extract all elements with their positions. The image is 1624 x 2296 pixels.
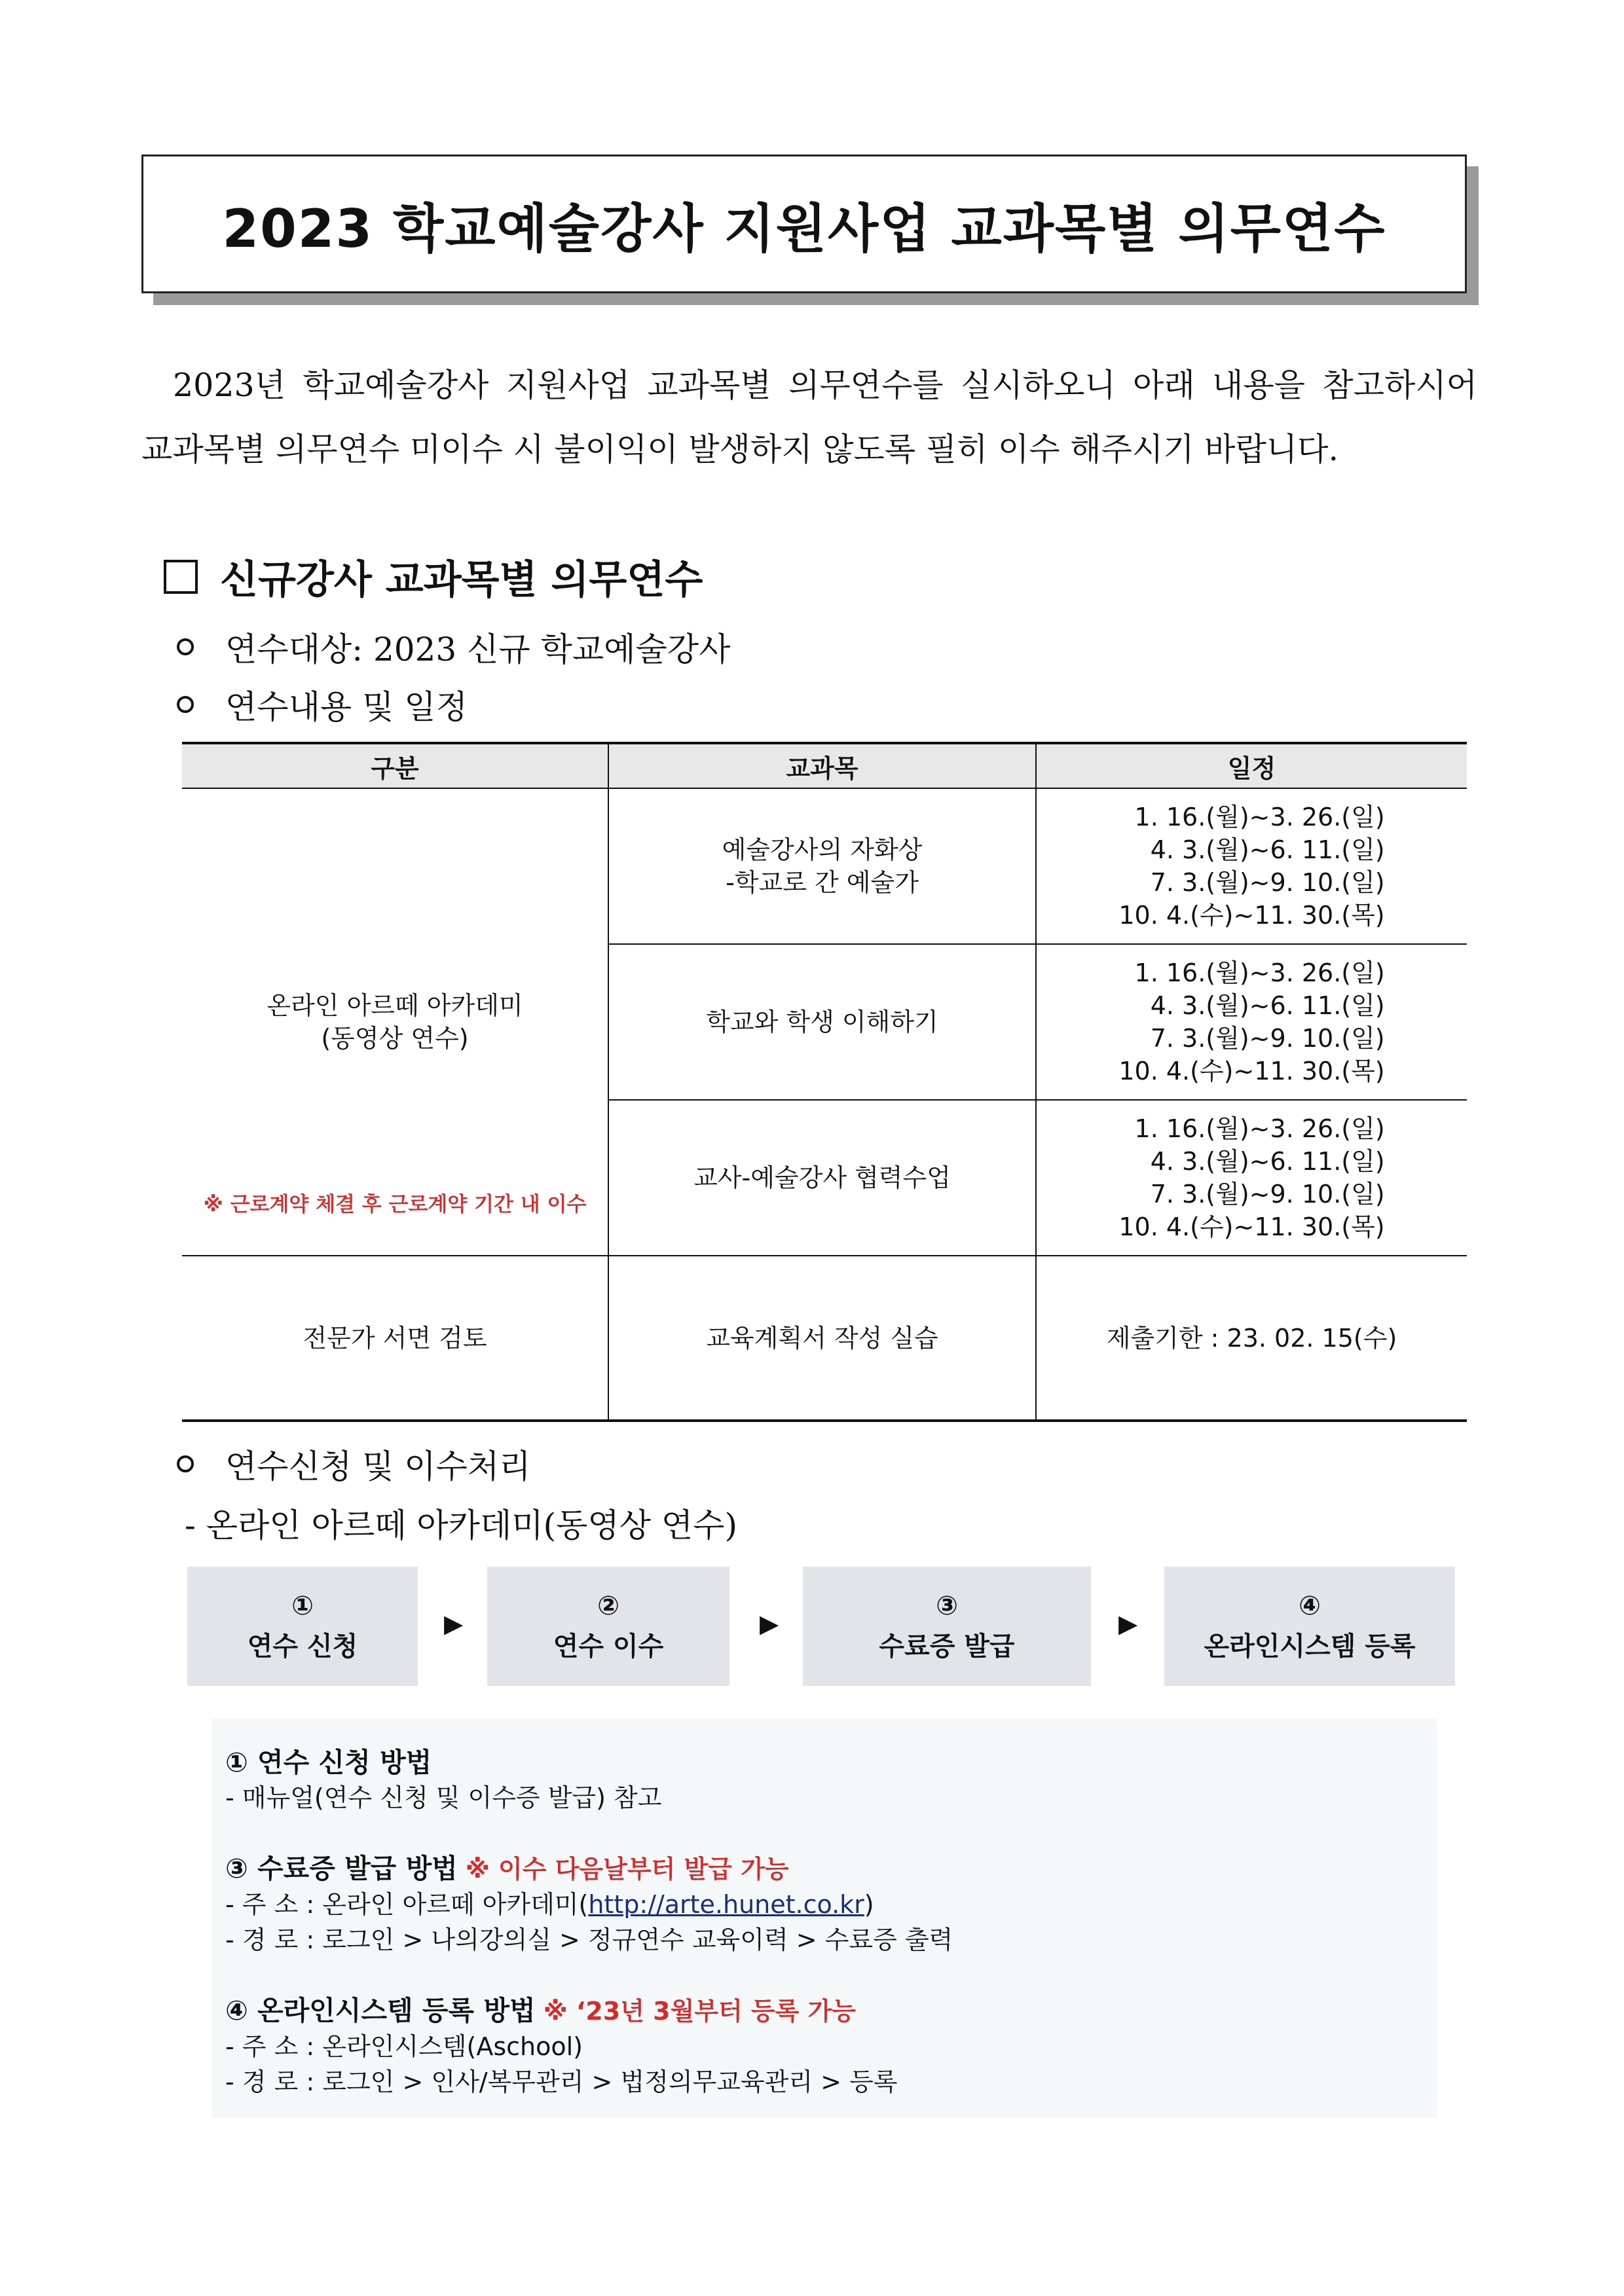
method3-path: - 경 로 : 로그인 > 나의강의실 > 정규연수 교육이력 > 수료증 출력 [225,1925,953,1954]
content-heading: 연수내용 및 일정 [225,688,468,726]
target-text: 연수대상: 2023 신규 학교예술강사 [225,630,731,668]
flow-step-register [1164,1567,1455,1686]
flow-arrow-icon: ▶ [1118,1609,1138,1638]
apply-heading: 연수신청 및 이수처리 [225,1448,531,1485]
address-suffix: ) [864,1890,874,1919]
method1-line: - 매뉴얼(연수 신청 및 이수증 발급) 참고 [225,1783,662,1812]
intro-line-1: 2023년 학교예술강사 지원사업 교과목별 의무연수를 실시하오니 아래 내용을 참고하시어 [173,367,1477,404]
category-online-line2: (동영상 연수) [321,1024,469,1053]
method3-title: ③ 수료증 발급 방법 [225,1853,458,1884]
course-cell [608,944,1036,1100]
method3-note: ※ 이수 다음날부터 발급 가능 [465,1855,789,1884]
section-heading-text: 신규강사 교과목별 의무연수 [220,557,703,603]
schedule-term: 1. 16.(월)~3. 26.(일) [1134,958,1385,987]
schedule-term: 4. 3.(월)~6. 11.(일) [1150,1147,1385,1176]
method4-address: - 주 소 : 온라인시스템(Aschool) [225,2032,583,2061]
flow-step-label: 온라인시스템 등록 [1204,1631,1416,1662]
flow-step-complete [487,1567,729,1686]
table-header-row [182,743,1467,788]
schedule-term: 7. 3.(월)~9. 10.(일) [1150,1180,1385,1209]
schedule-term: 4. 3.(월)~6. 11.(일) [1150,835,1385,864]
apply-subheading: - 온라인 아르떼 아카데미(동영상 연수) [185,1506,737,1544]
target-bullet [177,623,730,670]
method-info-box [212,1719,1437,2118]
content-bullet [177,681,468,728]
header-schedule: 일정 [1036,743,1467,788]
apply-bullet [177,1440,531,1487]
course-name: 학교와 학생 이해하기 [706,1008,938,1036]
header-course: 교과목 [608,743,1036,788]
checkbox-square-icon [164,560,198,594]
circle-bullet-icon [177,1455,194,1472]
document-title: 2023 학교예술강사 지원사업 교과목별 의무연수 [141,155,1467,293]
flow-step-certificate [803,1567,1091,1686]
method1-title: ① 연수 신청 방법 [225,1747,432,1778]
deadline-cell: 제출기한 : 23. 02. 15(수) [1036,1256,1467,1421]
flow-arrow-icon: ▶ [444,1609,464,1638]
arte-link[interactable]: http://arte.hunet.co.kr [588,1890,864,1919]
address-prefix: - 주 소 : 온라인 아르떼 아카데미( [225,1890,589,1919]
schedule-term: 10. 4.(수)~11. 30.(목) [1118,901,1385,930]
course-cell: 교육계획서 작성 실습 [608,1256,1036,1421]
schedule-cell [1036,1100,1467,1256]
intro-paragraph [141,354,1477,482]
method4-header [225,1993,1437,2029]
method4-path: - 경 로 : 로그인 > 인사/복무관리 > 법정의무교육관리 > 등록 [225,2068,898,2096]
flow-arrow-icon: ▶ [760,1609,779,1638]
course-cell [608,788,1036,944]
course-name-sub: -학교로 간 예술가 [726,868,919,897]
section-heading [164,549,703,605]
schedule-term: 4. 3.(월)~6. 11.(일) [1150,991,1385,1020]
category-online-line1: 온라인 아르떼 아카데미 [267,991,523,1020]
flow-step-number: ① [291,1591,314,1621]
flow-step-label: 수료증 발급 [879,1631,1015,1662]
method4-note: ※ ‘23년 3월부터 등록 가능 [543,1997,856,2026]
schedule-term: 7. 3.(월)~9. 10.(일) [1150,1024,1385,1053]
schedule-term: 10. 4.(수)~11. 30.(목) [1118,1057,1385,1085]
course-name: 교사-예술강사 협력수업 [693,1163,951,1192]
schedule-cell [1036,944,1467,1100]
course-cell [608,1100,1036,1256]
method4-title: ④ 온라인시스템 등록 방법 [225,1995,536,2026]
flow-step-number: ② [597,1591,619,1621]
intro-line-2: 교과목별 의무연수 미이수 시 불이익이 발생하지 않도록 필히 이수 해주시기 바랍니다. [141,431,1339,468]
method3-header [225,1851,1437,1887]
category-review: 전문가 서면 검토 [182,1256,608,1421]
schedule-term: 1. 16.(월)~3. 26.(일) [1134,1114,1385,1143]
method3-address [225,1887,1437,1922]
schedule-cell [1036,788,1467,944]
schedule-term: 7. 3.(월)~9. 10.(일) [1150,868,1385,897]
flow-step-number: ③ [936,1591,958,1621]
flow-step-apply [187,1567,418,1686]
category-online [182,788,608,1256]
flow-step-label: 연수 이수 [553,1631,664,1662]
flow-step-number: ④ [1299,1591,1321,1621]
circle-bullet-icon [177,696,194,713]
schedule-term: 10. 4.(수)~11. 30.(목) [1118,1212,1385,1241]
course-name: 예술강사의 자화상 [722,835,923,864]
circle-bullet-icon [177,638,194,655]
header-category: 구분 [182,743,608,788]
schedule-table [182,742,1467,1422]
table-row [182,1256,1467,1421]
schedule-term: 1. 16.(월)~3. 26.(일) [1134,803,1385,831]
table-row [182,788,1467,944]
flow-step-label: 연수 신청 [247,1631,358,1662]
contract-note: ※ 근로계약 체결 후 근로계약 기간 내 이수 [203,1193,587,1216]
